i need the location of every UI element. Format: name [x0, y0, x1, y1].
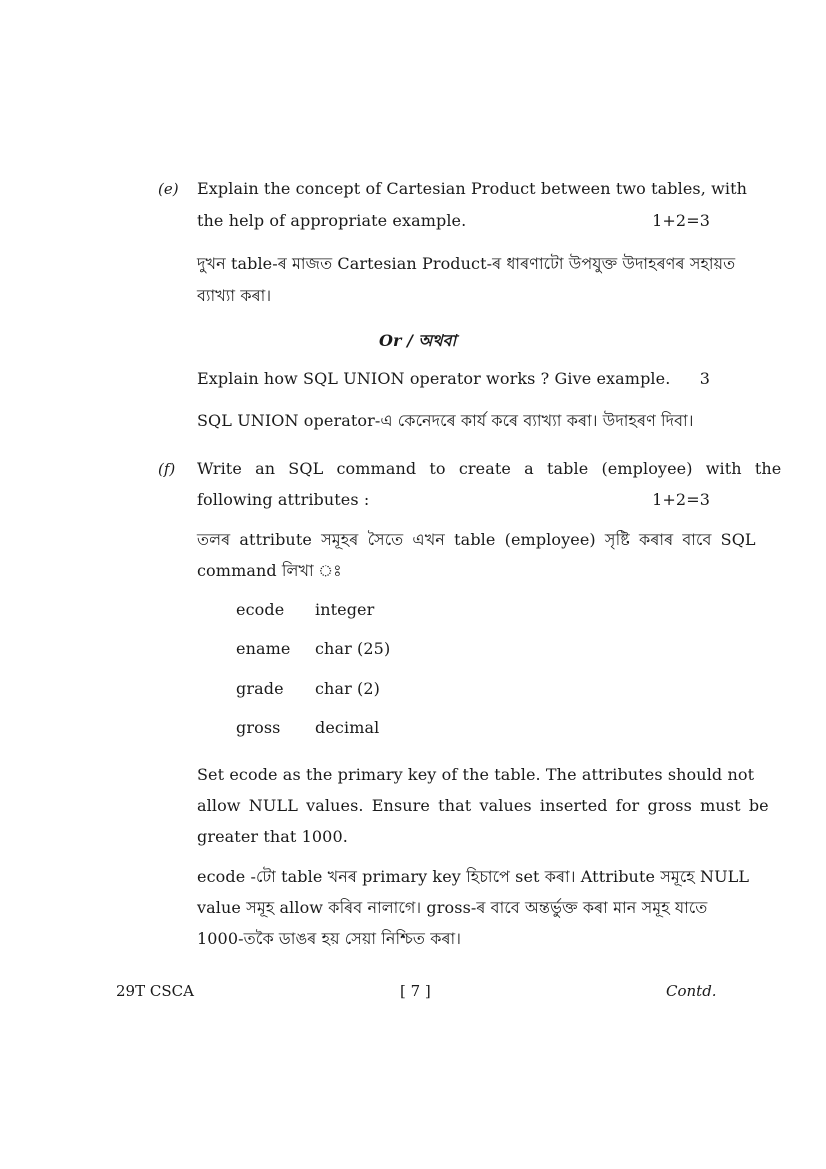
assamese-instruction-line-2: value সমূহ allow কৰিব নালাগে। gross-ৰ বাবে অন্তৰ্ভুক্ত কৰা মান সমূহ যাতে: [197, 898, 708, 917]
question-text-line-2: following attributes :: [197, 490, 370, 509]
continued-label: Contd.: [666, 982, 717, 1000]
marks: 1+2=3: [652, 490, 710, 509]
assamese-text-line-1: দুখন table-ৰ মাজত Cartesian Product-ৰ ধাৰণাটো উপযুক্ত উদাহৰণৰ সহায়ত: [197, 254, 736, 273]
assamese-instruction-line-3: 1000-তকৈ ডাঙৰ হয় সেয়া নিশ্চিত কৰা।: [197, 929, 462, 948]
alternative-marks: 3: [699, 369, 710, 388]
marks: 1+2=3: [652, 211, 710, 230]
assamese-text-line-2: ব্যাখ্যা কৰা।: [197, 286, 272, 305]
or-separator: Or / অথবা: [379, 331, 457, 350]
question-label: (e): [158, 180, 179, 198]
instruction-line-1: Set ecode as the primary key of the table. The attributes should not: [197, 765, 755, 784]
instruction-line-3: greater that 1000.: [197, 827, 348, 846]
attribute-type: decimal: [315, 718, 380, 737]
instruction-line-2: allow NULL values. Ensure that values inserted for gross must be: [197, 796, 769, 815]
paper-code: 29T CSCA: [116, 982, 194, 1000]
question-text-line-2: the help of appropriate example.: [197, 211, 467, 230]
page-number: [ 7 ]: [400, 982, 431, 1000]
attribute-name: ecode: [236, 600, 285, 619]
question-text-line-1: Write an SQL command to create a table (employee) with the: [197, 459, 782, 478]
attribute-name: gross: [236, 718, 281, 737]
attribute-type: char (25): [315, 639, 391, 658]
question-text-line-1: [197, 179, 748, 199]
question-text: Explain the concept of Cartesian Product between two tables, with: [197, 179, 748, 198]
attribute-type: char (2): [315, 679, 381, 698]
attribute-name: ename: [236, 639, 291, 658]
assamese-text-line-2: command লিখা ঃ: [197, 561, 342, 580]
attribute-name: grade: [236, 679, 284, 698]
alternative-question-text: Explain how SQL UNION operator works ? Give example.: [197, 369, 671, 388]
assamese-instruction-line-1: ecode -টো table খনৰ primary key হিচাপে set কৰা। Attribute সমূহে NULL: [197, 867, 750, 886]
attribute-type: integer: [315, 600, 375, 619]
alternative-assamese-text: SQL UNION operator-এ কেনেদৰে কাৰ্য কৰে ব্যাখ্যা কৰা। উদাহৰণ দিবা।: [197, 411, 694, 430]
question-label: (f): [158, 460, 176, 478]
assamese-text-line-1: তলৰ attribute সমূহৰ সৈতে এখন table (employee) সৃষ্টি কৰাৰ বাবে SQL: [197, 530, 756, 549]
